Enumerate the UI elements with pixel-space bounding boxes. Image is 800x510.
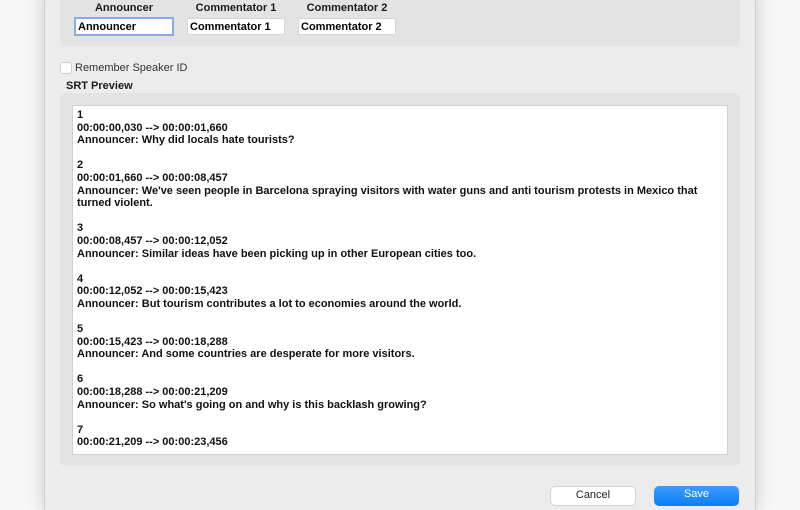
checkbox-box[interactable] <box>60 62 72 74</box>
speaker-column-commentator-1 <box>187 2 285 35</box>
srt-entry-time: 00:00:01,660 --> 00:00:08,457 <box>77 171 228 184</box>
commentator-2-name-input[interactable] <box>298 18 396 35</box>
srt-entry-time: 00:00:00,030 --> 00:00:01,660 <box>77 121 228 134</box>
srt-entry-index: 3 <box>77 222 84 235</box>
save-button[interactable]: Save <box>654 486 739 506</box>
srt-entry <box>77 159 723 209</box>
srt-entry <box>77 273 723 311</box>
srt-entry <box>77 222 723 260</box>
srt-entry-index: 4 <box>77 272 84 285</box>
srt-entry-index: 2 <box>77 159 84 172</box>
srt-entry-text: Announcer: We've seen people in Barcelona spraying visitors with water guns and anti tourism protests in Mexico that turned violent. <box>77 184 698 210</box>
srt-entry-time: 00:00:15,423 --> 00:00:18,288 <box>77 335 228 348</box>
srt-entry <box>77 109 723 147</box>
commentator-1-name-input[interactable] <box>187 18 285 35</box>
speaker-label: Commentator 2 <box>306 2 388 14</box>
speaker-label: Announcer <box>94 2 154 14</box>
srt-entry-text: Announcer: So what's going on and why is this backlash growing? <box>77 398 427 411</box>
srt-preview-title: SRT Preview <box>66 80 133 92</box>
srt-entry-time: 00:00:18,288 --> 00:00:21,209 <box>77 386 228 399</box>
remember-speaker-id-label: Remember Speaker ID <box>75 62 188 74</box>
srt-entry-index: 1 <box>77 109 84 121</box>
speaker-label: Commentator 1 <box>195 2 277 14</box>
announcer-name-input[interactable] <box>74 17 174 36</box>
speaker-names-group <box>60 0 740 46</box>
srt-entry-index: 7 <box>77 423 84 436</box>
cancel-button[interactable]: Cancel <box>550 486 636 506</box>
srt-entry-time: 00:00:12,052 --> 00:00:15,423 <box>77 285 228 298</box>
srt-entry <box>77 323 723 361</box>
srt-entry <box>77 373 723 411</box>
srt-entry-text: Announcer: But tourism contributes a lot to economies around the world. <box>77 297 462 310</box>
srt-preview-textarea[interactable] <box>72 105 728 455</box>
speaker-column-announcer <box>74 2 174 36</box>
srt-entry <box>77 424 723 449</box>
srt-entry-index: 5 <box>77 323 84 336</box>
srt-entry-text: Announcer: And some countries are desperate for more visitors. <box>77 348 415 361</box>
srt-entry-text: Announcer: Similar ideas have been picking up in other European cities too. <box>77 247 477 260</box>
srt-entry-time: 00:00:08,457 --> 00:00:12,052 <box>77 234 228 247</box>
srt-entry-time: 00:00:21,209 --> 00:00:23,456 <box>77 436 228 449</box>
srt-entry-text: Announcer: Why did locals hate tourists? <box>77 134 295 147</box>
speaker-column-commentator-2 <box>298 2 396 35</box>
remember-speaker-id-checkbox[interactable] <box>60 62 188 74</box>
srt-entry-index: 6 <box>77 373 84 386</box>
